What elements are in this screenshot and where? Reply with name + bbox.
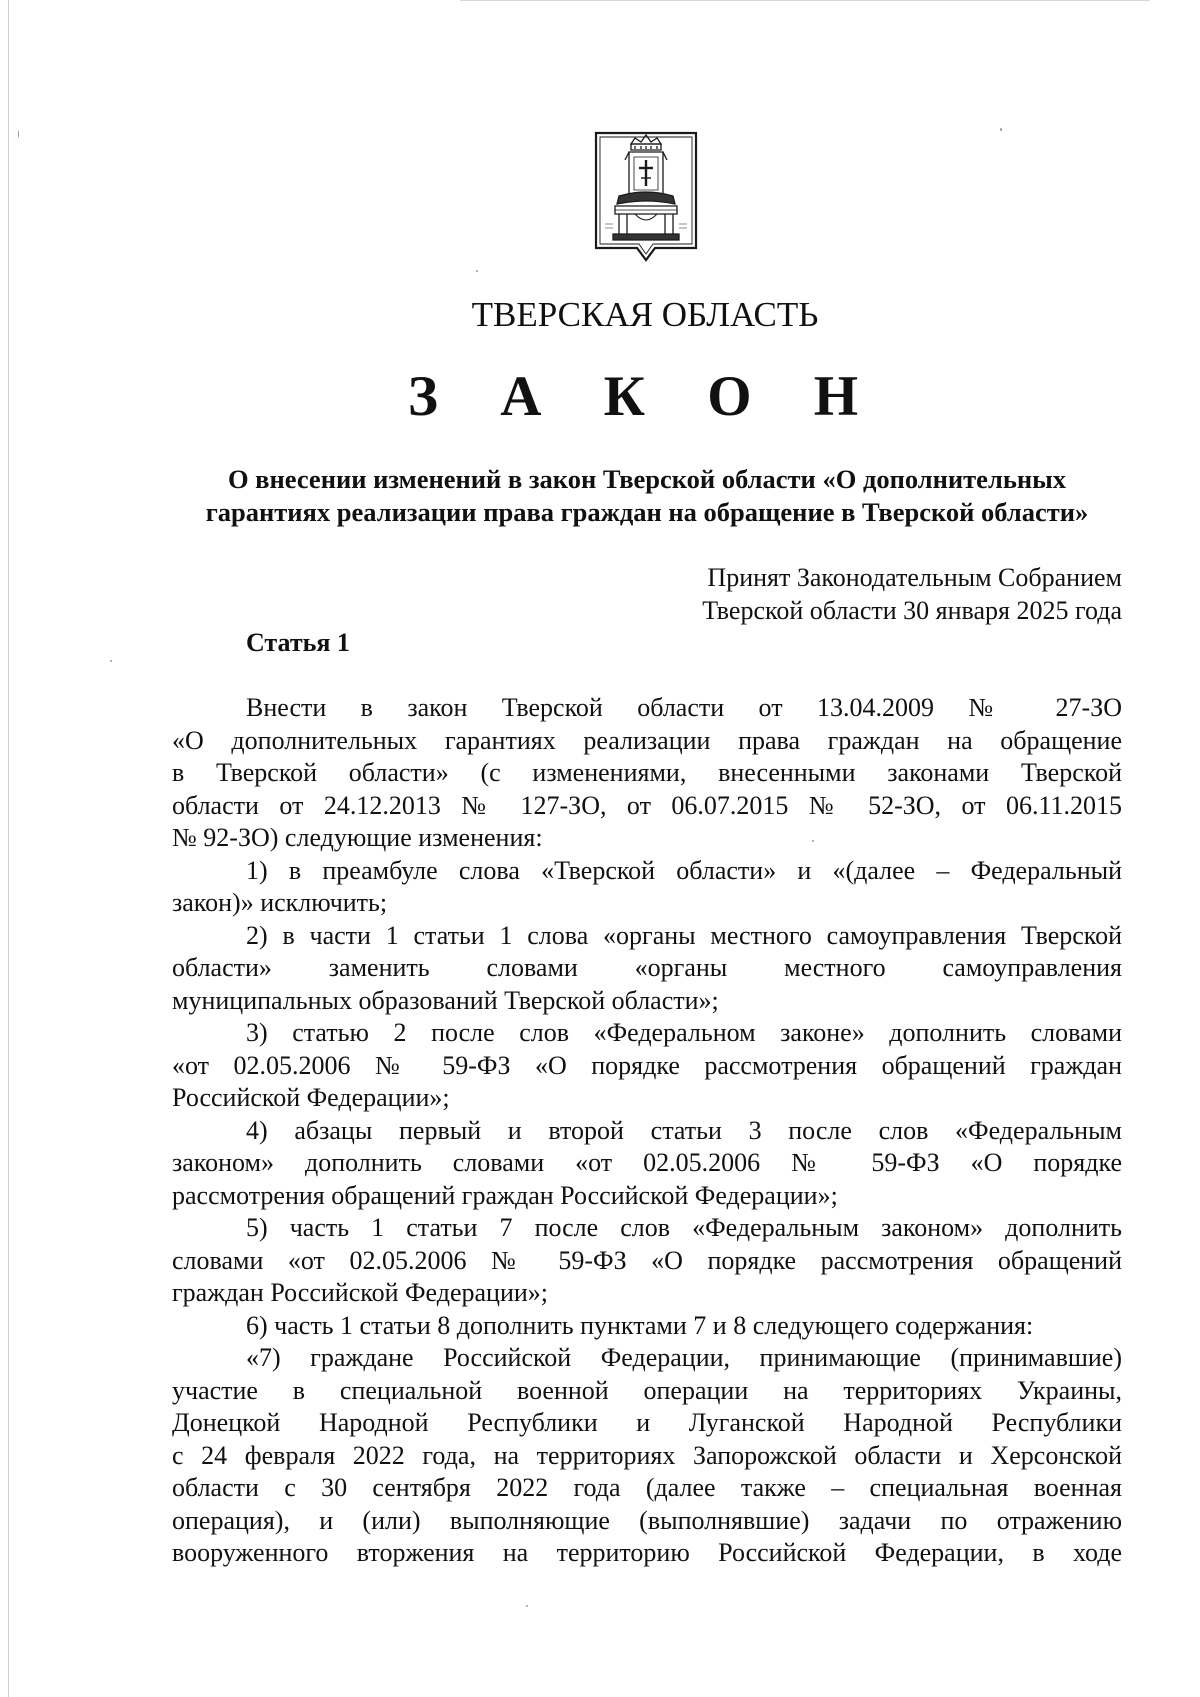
body-line: «от 02.05.2006 № 59-ФЗ «О порядке рассмотрения обращений граждан (172, 1050, 1122, 1080)
body-line: 2) в части 1 статьи 1 слова «органы местного самоуправления Тверской (246, 920, 1122, 950)
body-line: 6) часть 1 статьи 8 дополнить пунктами 7 и 8 следующего содержания: (246, 1310, 1034, 1340)
body-line: рассмотрения обращений граждан Российской Федерации»; (172, 1180, 838, 1210)
body-line: Внести в закон Тверской области от 13.04.2009 № 27-ЗО (246, 693, 1122, 722)
law-title-line: О внесении изменений в закон Тверской области «О дополнительных (227, 464, 1067, 494)
scan-edge (460, 0, 1150, 1)
adoption-note (600, 561, 1122, 627)
scan-speck (110, 660, 112, 662)
body-line: законом» дополнить словами «от 02.05.2006 № 59-ФЗ «О порядке (172, 1148, 1122, 1177)
scan-speck (526, 1605, 528, 1607)
body-line: области от 24.12.2013 № 127-ЗО, от 06.07.2015 № 52-ЗО, от 06.11.2015 (172, 790, 1122, 820)
scan-speck (18, 130, 19, 138)
region-name: ТВЕРСКАЯ ОБЛАСТЬ (471, 295, 819, 334)
body-line: области» заменить словами «органы местного самоуправления (172, 953, 1122, 982)
body-line: № 92-ЗО) следующие изменения: (172, 823, 543, 852)
body-line: участие в специальной военной операции на территориях Украины, (172, 1375, 1122, 1405)
document-type: З А К О Н (407, 365, 883, 428)
scan-speck (1000, 128, 1002, 131)
body-line: 4) абзацы первый и второй статьи 3 после слов «Федеральным (246, 1115, 1122, 1145)
body-line: области с 30 сентября 2022 года (далее также – специальная военная (172, 1473, 1122, 1502)
body-line: 3) статью 2 после слов «Федеральном законе» дополнить словами (246, 1018, 1122, 1047)
body-line: вооруженного вторжения на территорию Российской Федерации, в ходе (172, 1538, 1122, 1567)
body-line: словами «от 02.05.2006 № 59-ФЗ «О порядке рассмотрения обращений (172, 1245, 1122, 1275)
body-line: «7) граждане Российской Федерации, принимающие (принимавшие) (246, 1343, 1122, 1372)
scan-speck (476, 270, 478, 272)
body-line: граждан Российской Федерации»; (172, 1278, 548, 1307)
law-title-line: гарантиях реализации права граждан на обращение в Тверской области» (205, 497, 1089, 527)
body-line: операция), и (или) выполняющие (выполнявшие) задачи по отражению (172, 1505, 1122, 1535)
body-line: 1) в преамбуле слова «Тверской области» и «(далее – Федеральный (246, 855, 1122, 885)
law-title (172, 463, 1122, 529)
coat-of-arms-icon (593, 130, 699, 264)
scan-speck (812, 840, 814, 842)
body-line: «О дополнительных гарантиях реализации права граждан на обращение (172, 725, 1122, 755)
scan-edge (8, 0, 9, 1697)
body-line: с 24 февраля 2022 года, на территориях Запорожской области и Херсонской (172, 1440, 1122, 1470)
body-line: муниципальных образований Тверской области»; (172, 985, 719, 1015)
body-line: 5) часть 1 статьи 7 после слов «Федеральным законом» дополнить (246, 1213, 1122, 1242)
adoption-note-line: Принят Законодательным Собранием (707, 563, 1122, 592)
body-line: Российской Федерации»; (172, 1083, 450, 1112)
body-line: в Тверской области» (с изменениями, внесенными законами Тверской (172, 758, 1122, 787)
body-line: Донецкой Народной Республики и Луганской Народной Республики (172, 1408, 1122, 1437)
body-line: закон)» исключить; (172, 888, 388, 917)
adoption-note-line: Тверской области 30 января 2025 года (702, 596, 1122, 625)
article-heading: Статья 1 (246, 628, 350, 657)
article-body (172, 692, 1122, 1570)
